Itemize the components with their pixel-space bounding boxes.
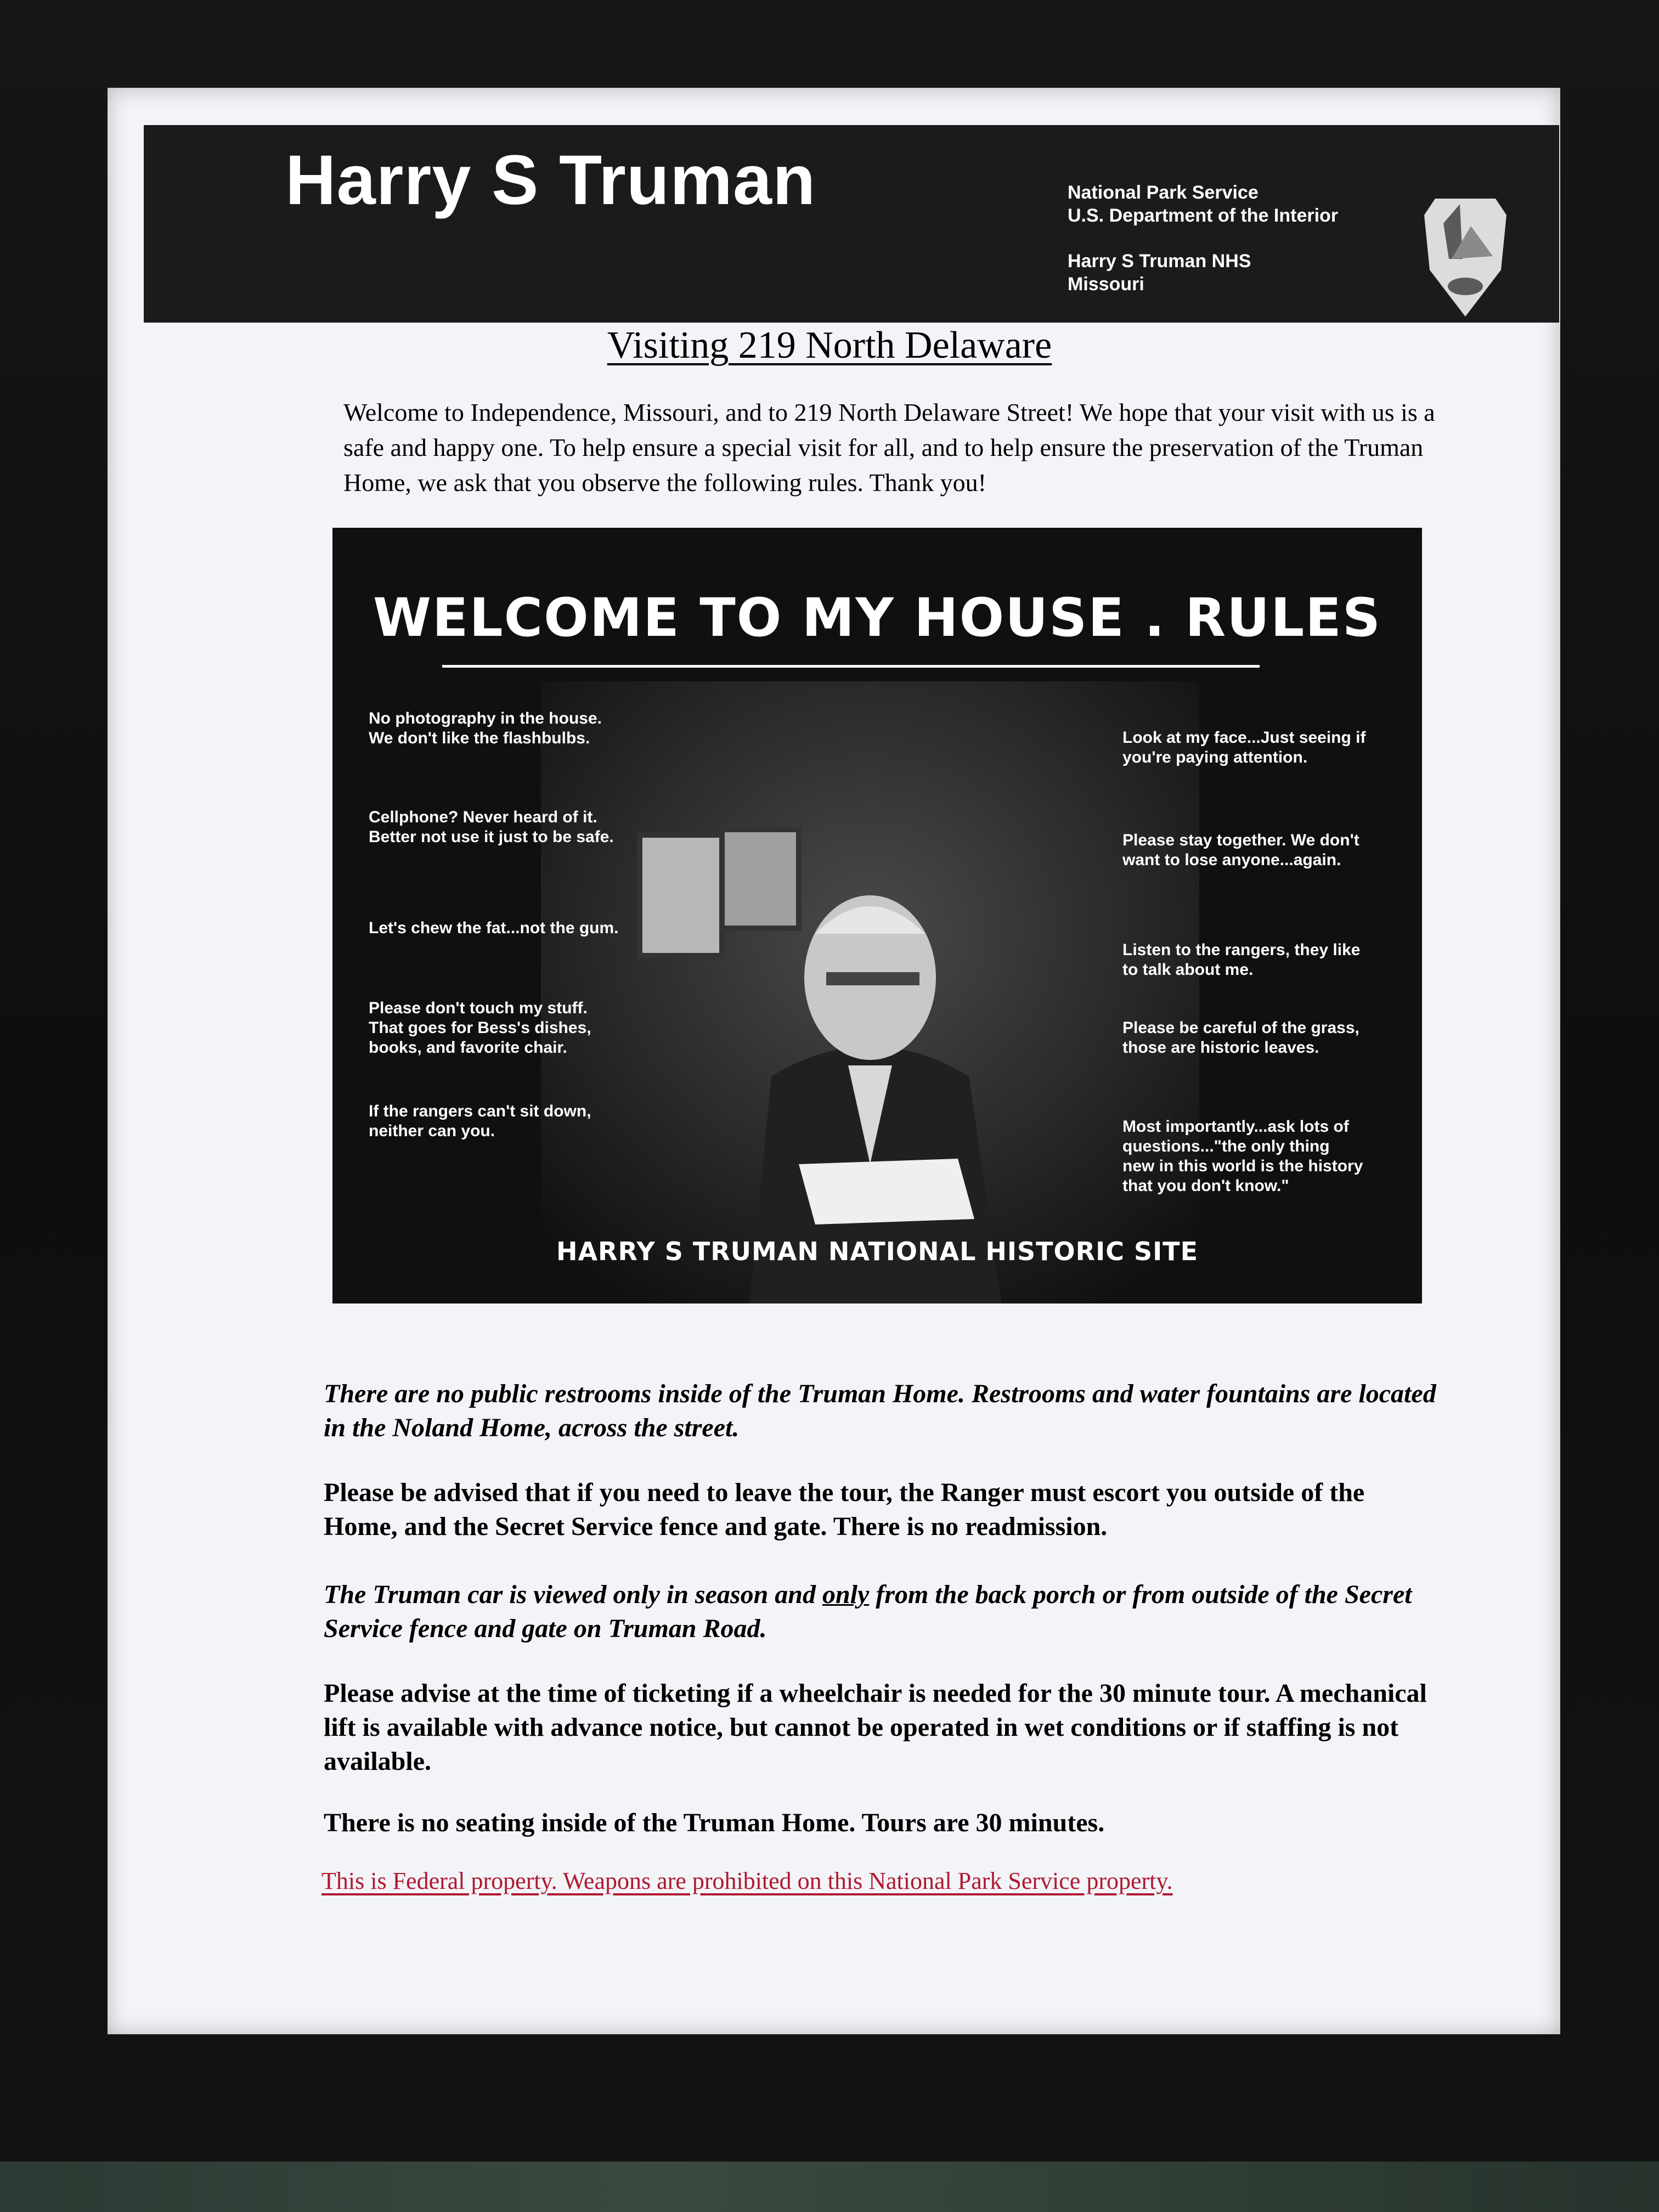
poster-footer: HARRY S TRUMAN NATIONAL HISTORIC SITE [556, 1237, 1199, 1266]
restrooms-notice: There are no public restrooms inside of the Truman Home. Restrooms and water fountains are located in the Noland Home, across the street. [324, 1379, 1436, 1442]
agency-name: National Park Service [1068, 182, 1259, 203]
rule-left-5: If the rangers can't sit down, neither can you. [369, 1102, 591, 1140]
rule-right-3: Listen to the rangers, they like to talk about me. [1122, 941, 1361, 979]
car-notice [324, 1578, 1443, 1646]
rule-right-1: Look at my face...Just seeing if you're paying attention. [1122, 729, 1366, 766]
rule-right-4: Please be careful of the grass, those are historic leaves. [1122, 1019, 1359, 1057]
rule-left-4: Please don't touch my stuff. That goes for Bess's dishes, books, and favorite chair. [369, 999, 591, 1057]
car-notice-part-1: The Truman car is viewed only in season and [324, 1580, 822, 1609]
rule-right-2: Please stay together. We don't want to lose anyone...again. [1122, 831, 1359, 869]
nps-arrowhead-icon [1419, 193, 1512, 319]
poster-title-underline [442, 665, 1260, 668]
intro-paragraph: Welcome to Independence, Missouri, and to 219 North Delaware Street! We hope that your visit with us is a safe and happy one. To help ensure a special visit for all, and to help ensure the preservation of the Truman Home, we ask that you observe the following rules. Thank you! [343, 398, 1435, 496]
wheelchair-notice: Please advise at the time of ticketing if a wheelchair is needed for the 30 minute tour. A mechanical lift is available with advance notice, but cannot be operated in wet conditions or if staffing is not available. [324, 1679, 1427, 1776]
poster-title: WELCOME TO MY HOUSE . RULES [373, 587, 1381, 648]
rule-right-5: Most importantly...ask lots of questions..."the only thing new in this world is the history that you don't know." [1122, 1118, 1363, 1195]
agency-block [1068, 181, 1338, 227]
site-name: Harry S Truman NHS [1068, 251, 1251, 272]
rule-left-2: Cellphone? Never heard of it. Better not use it just to be safe. [369, 808, 614, 846]
seating-notice: There is no seating inside of the Truman Home. Tours are 30 minutes. [324, 1808, 1105, 1837]
site-block [1068, 250, 1251, 296]
countertop-strip [0, 2162, 1659, 2212]
rule-left-1: No photography in the house. We don't like the flashbulbs. [369, 709, 602, 747]
weapons-warning: This is Federal property. Weapons are prohibited on this National Park Service property. [321, 1867, 1173, 1894]
rules-poster [332, 528, 1422, 1304]
car-notice-part-2: from the back porch or from outside of the Secret Service fence and gate on Truman Road. [324, 1580, 1412, 1643]
page-title: Harry S Truman [285, 141, 816, 219]
rule-left-3: Let's chew the fat...not the gum. [369, 919, 619, 937]
department-name: U.S. Department of the Interior [1068, 205, 1339, 226]
site-state: Missouri [1068, 274, 1144, 295]
car-notice-emphasis: only [822, 1580, 870, 1609]
truman-photo [541, 681, 1199, 1304]
leave-tour-notice: Please be advised that if you need to leave the tour, the Ranger must escort you outside of the Home, and the Secret Service fence and gate. There is no readmission. [324, 1478, 1365, 1541]
page-subtitle: Visiting 219 North Delaware [607, 324, 1052, 366]
